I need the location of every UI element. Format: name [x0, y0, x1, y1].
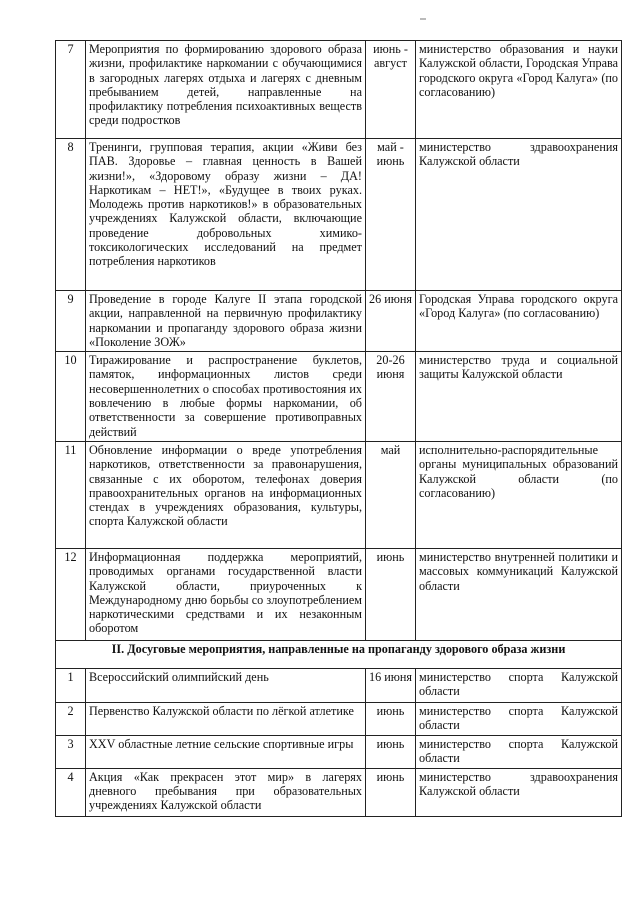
event-date: июнь	[366, 768, 416, 816]
event-description: Всероссийский олимпийский день	[86, 668, 366, 702]
row-number: 8	[56, 139, 86, 291]
event-description: Проведение в городе Калуге II этапа городской акции, направленной на первичную профилактику наркомании и пропаганду здорового образа жизни «Поколение ЗОЖ»	[86, 291, 366, 352]
event-description: Обновление информации о вреде употребления наркотиков, ответственности за правонарушения, связанные с их оборотом, телефонах доверия правоохранительных органов на информационных стендах в учреждениях образования, культуры, спорта Калужской области	[86, 441, 366, 548]
section-title: II. Досуговые мероприятия, направленные на пропаганду здорового образа жизни	[56, 640, 622, 668]
event-date: 16 июня	[366, 668, 416, 702]
table-row	[56, 441, 622, 548]
table-row	[56, 548, 622, 640]
event-date: 20-26 июня	[366, 352, 416, 442]
event-responsible: министерство здравоохранения Калужской области	[416, 139, 622, 291]
event-responsible: министерство спорта Калужской области	[416, 668, 622, 702]
table-row	[56, 668, 622, 702]
events-table	[55, 40, 622, 817]
event-date: май - июнь	[366, 139, 416, 291]
event-responsible: министерство здравоохранения Калужской области	[416, 768, 622, 816]
event-date: июнь	[366, 735, 416, 768]
event-date: июнь	[366, 548, 416, 640]
table-row	[56, 768, 622, 816]
section-header-row	[56, 640, 622, 668]
event-description: Первенство Калужской области по лёгкой атлетике	[86, 702, 366, 735]
row-number: 7	[56, 41, 86, 139]
row-number: 9	[56, 291, 86, 352]
table-row	[56, 41, 622, 139]
event-responsible: министерство внутренней политики и массовых коммуникаций Калужской области	[416, 548, 622, 640]
table-row	[56, 352, 622, 442]
table-row	[56, 291, 622, 352]
row-number: 1	[56, 668, 86, 702]
table-row	[56, 702, 622, 735]
event-date: июнь	[366, 702, 416, 735]
event-description: Мероприятия по формированию здорового образа жизни, профилактике наркомании с обучающимися в загородных лагерях отдыха и лагерях с дневным пребыванием детей, направленные на профилактику потребления психоактивных веществ среди подростков	[86, 41, 366, 139]
row-number: 4	[56, 768, 86, 816]
event-responsible: министерство труда и социальной защиты Калужской области	[416, 352, 622, 442]
event-responsible: Городская Управа городского округа «Город Калуга» (по согласованию)	[416, 291, 622, 352]
row-number: 11	[56, 441, 86, 548]
event-responsible: министерство образования и науки Калужской области, Городская Управа городского округа «Город Калуга» (по согласованию)	[416, 41, 622, 139]
event-description: Тренинги, групповая терапия, акции «Живи без ПАВ. Здоровье – главная ценность в Вашей жизни!», «Здоровому образу жизни – ДА! Наркотикам – НЕТ!», «Будущее в твоих руках. Молодежь против наркотиков!» в образовательных учреждениях Калужской области, включающие проведение добровольных химико-токсикологических исследований на предмет потребления наркотиков	[86, 139, 366, 291]
row-number: 3	[56, 735, 86, 768]
row-number: 10	[56, 352, 86, 442]
event-date: июнь - август	[366, 41, 416, 139]
event-date: май	[366, 441, 416, 548]
event-responsible: министерство спорта Калужской области	[416, 702, 622, 735]
scan-mark	[420, 18, 426, 20]
event-description: Акция «Как прекрасен этот мир» в лагерях дневного пребывания при образовательных учреждениях Калужской области	[86, 768, 366, 816]
event-date: 26 июня	[366, 291, 416, 352]
event-description: XXV областные летние сельские спортивные игры	[86, 735, 366, 768]
event-description: Тиражирование и распространение буклетов, памяток, информационных листов среди несовершеннолетних о способах противостояния их вовлечению в любые формы наркомании, об ответственности за совершение противоправных действий	[86, 352, 366, 442]
event-responsible: министерство спорта Калужской области	[416, 735, 622, 768]
event-responsible: исполнительно-распорядительные органы муниципальных образований Калужской области (по согласованию)	[416, 441, 622, 548]
row-number: 2	[56, 702, 86, 735]
event-description: Информационная поддержка мероприятий, проводимых органами государственной власти Калужской области, приуроченных к Международному дню борьбы со злоупотреблением наркотическими средствами и их незаконным оборотом	[86, 548, 366, 640]
row-number: 12	[56, 548, 86, 640]
table-row	[56, 735, 622, 768]
table-row	[56, 139, 622, 291]
